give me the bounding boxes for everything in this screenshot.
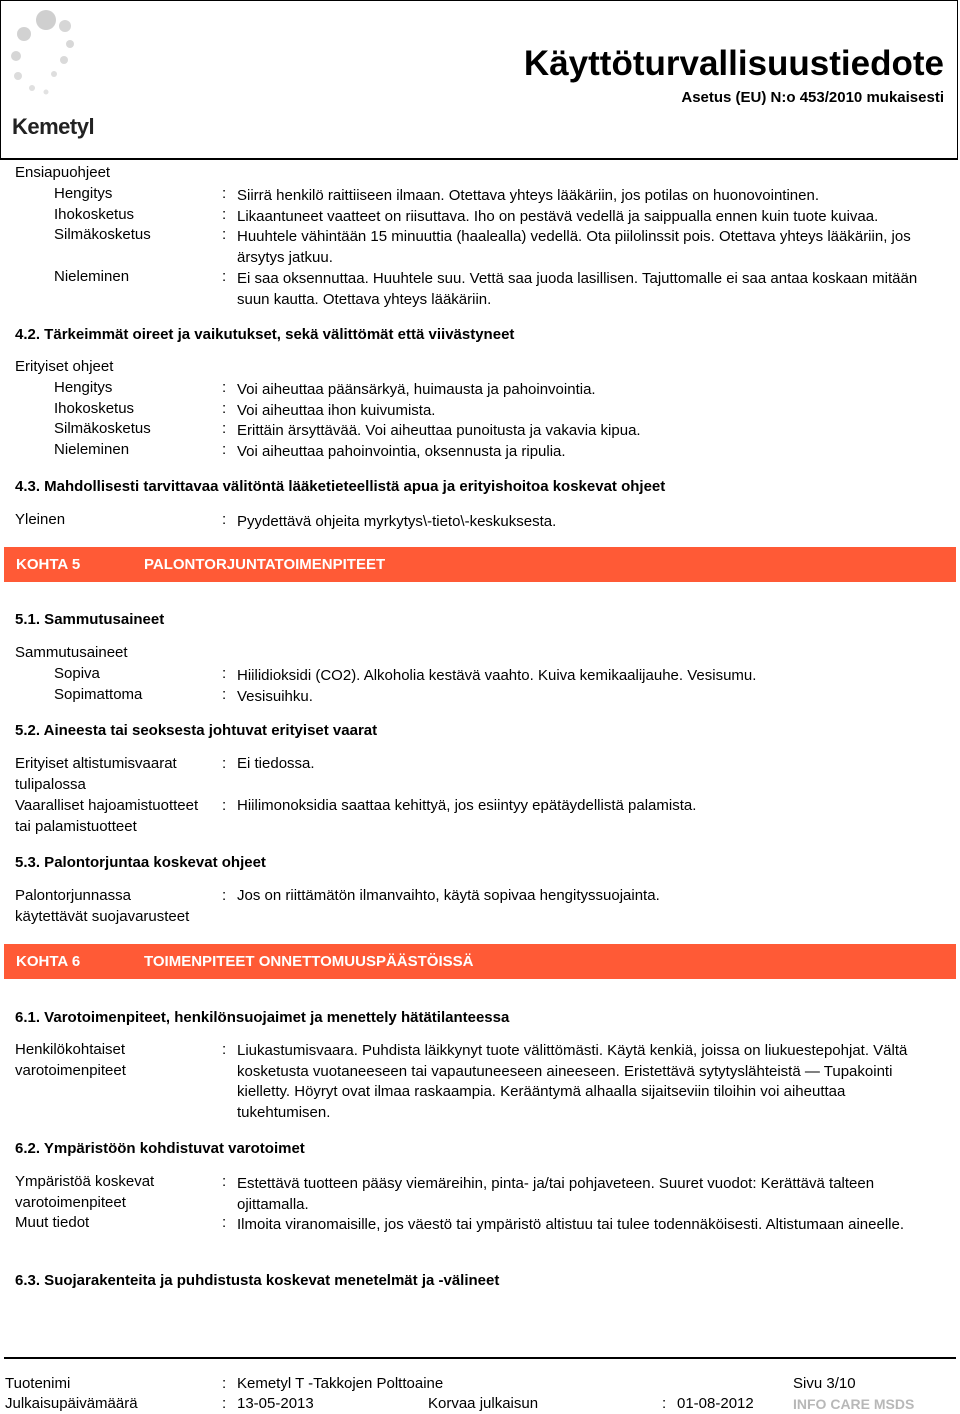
table-row — [0, 665, 960, 685]
row-value: Liukastumisvaara. Puhdista läikkynyt tuote välittömästi. Käytä kenkiä, joissa on liukuestepohjat. Vältä kosketusta vuotaneeseen tai vapautuneeseen aineeseen. Eristettävä sytytyslähteistä — Tupakointi kielletty. Höyryt ovat ilmaa raskaampia. Kerääntymä alhaalla sijaitseviin tiloihin voi aiheuttaa tukehtumisen. — [237, 1042, 908, 1122]
colon: : — [222, 511, 227, 528]
colon: : — [222, 1375, 227, 1392]
row-label: Silmäkosketus — [54, 420, 151, 437]
row-label-cont: käytettävät suojavarusteet — [15, 908, 190, 925]
row-label-cont: tulipalossa — [15, 776, 86, 793]
section-title: TOIMENPITEET ONNETTOMUUSPÄÄSTÖISSÄ — [144, 953, 474, 970]
footer-date-value: 13-05-2013 — [237, 1395, 314, 1412]
colon: : — [222, 686, 227, 703]
row-value: Erittäin ärsyttävää. Voi aiheuttaa punoitusta ja vakavia kipua. — [237, 422, 641, 439]
row-value: Voi aiheuttaa ihon kuivumista. — [237, 402, 436, 419]
row-value: Siirrä henkilö raittiiseen ilmaan. Otettava yhteys lääkäriin, jos potilas on huonovointinen. — [237, 187, 819, 204]
table-row — [0, 185, 960, 205]
section-heading-ensiapuohjeet: Ensiapuohjeet — [15, 164, 111, 181]
logo-text: Kemetyl — [12, 114, 95, 139]
row-label: Sopimattoma — [54, 686, 143, 703]
row-value: Hiilidioksidi (CO2). Alkoholia kestävä vaahto. Kuiva kemikaalijauhe. Vesisumu. — [237, 667, 757, 684]
subsection-title-6-2: 6.2. Ympäristöön kohdistuvat varotoimet — [15, 1140, 305, 1157]
row-label: Ihokosketus — [54, 400, 135, 417]
row-value: Ei saa oksennuttaa. Huuhtele suu. Vettä saa juoda lasillisen. Tajuttomalle ei saa antaa koskaan mitään suun kautta. Otettava yhteys lääkäriin. — [237, 270, 918, 308]
colon: : — [222, 185, 227, 202]
subsection-title-5-3: 5.3. Palontorjuntaa koskevat ohjeet — [15, 854, 266, 871]
section-banner-kohta-5 — [4, 547, 956, 582]
row-label: Erityiset altistumisvaarat — [15, 755, 177, 772]
row-label: Vaaralliset hajoamistuotteet — [15, 797, 199, 814]
table-row — [0, 379, 960, 399]
subsection-title-5-2: 5.2. Aineesta tai seoksesta johtuvat erityiset vaarat — [15, 722, 378, 739]
section-heading-erityiset: Erityiset ohjeet — [15, 358, 114, 375]
row-label: Palontorjunnassa — [15, 887, 131, 904]
colon: : — [222, 755, 227, 772]
subsection-title-5-1: 5.1. Sammutusaineet — [15, 611, 165, 628]
row-value: Ei tiedossa. — [237, 755, 315, 772]
section-number: KOHTA 5 — [16, 556, 81, 573]
footer-page-number: Sivu 3/10 — [793, 1375, 856, 1392]
row-value: Huuhtele vähintään 15 minuuttia (haalealla) vedellä. Ota piilolinssit pois. Otettava yhteys lääkäriin, jos ärsytys jatkuu. — [237, 228, 911, 266]
row-value: Ilmoita viranomaisille, jos väestö tai ympäristö altistuu tai tulee todennäköisesti. Altistumaan aineelle. — [237, 1216, 905, 1233]
footer-brand: INFO CARE MSDS — [793, 1396, 915, 1412]
row-label: Nieleminen — [54, 268, 130, 285]
row-label: Yleinen — [15, 511, 66, 528]
row-label-cont: tai palamistuotteet — [15, 818, 137, 835]
colon: : — [222, 1041, 227, 1058]
row-label-cont: varotoimenpiteet — [15, 1194, 126, 1211]
colon: : — [222, 420, 227, 437]
footer-divider — [4, 1357, 956, 1359]
row-label: Muut tiedot — [15, 1214, 90, 1231]
table-row — [0, 441, 960, 461]
subsection-title-6-3: 6.3. Suojarakenteita ja puhdistusta koskevat menetelmät ja -välineet — [15, 1272, 500, 1289]
table-row — [0, 686, 960, 706]
colon: : — [222, 400, 227, 417]
colon: : — [222, 797, 227, 814]
colon: : — [222, 1214, 227, 1231]
row-label: Silmäkosketus — [54, 226, 151, 243]
colon: : — [222, 1173, 227, 1190]
footer-revised-label: Korvaa julkaisun — [428, 1395, 539, 1412]
subsection-title-6-1: 6.1. Varotoimenpiteet, henkilönsuojaimet ja menettely hätätilanteessa — [15, 1009, 510, 1026]
table-row — [0, 268, 960, 308]
kemetyl-logo-icon — [8, 6, 78, 104]
colon: : — [222, 206, 227, 223]
row-value: Likaantuneet vaatteet on riisuttava. Iho on pestävä vedellä ja saippualla ennen kuin tuote kuivaa. — [237, 208, 879, 225]
colon: : — [222, 226, 227, 243]
row-value: Vesisuihku. — [237, 688, 313, 705]
table-row — [0, 420, 960, 440]
section-banner-kohta-6 — [4, 944, 956, 979]
row-label: Hengitys — [54, 185, 113, 202]
colon: : — [222, 665, 227, 682]
page-title: Käyttöturvallisuustiedote — [523, 44, 944, 83]
colon: : — [662, 1395, 667, 1412]
row-value: Voi aiheuttaa päänsärkyä, huimausta ja pahoinvointia. — [237, 381, 596, 398]
footer-product-label: Tuotenimi — [5, 1375, 71, 1392]
row-label: Hengitys — [54, 379, 113, 396]
colon: : — [222, 379, 227, 396]
page-subtitle: Asetus (EU) N:o 453/2010 mukaisesti — [681, 89, 944, 106]
section-number: KOHTA 6 — [16, 953, 81, 970]
row-value: Estettävä tuotteen pääsy viemäreihin, pinta- ja/tai pohjaveteen. Suuret vuodot: Kerättävä talteen ojittamalla. — [237, 1175, 875, 1213]
row-label: Nieleminen — [54, 441, 130, 458]
table-row — [0, 400, 960, 420]
section-heading-sammutusaineet: Sammutusaineet — [15, 644, 128, 661]
row-label: Sopiva — [54, 665, 100, 682]
row-label: Ihokosketus — [54, 206, 135, 223]
row-value: Pyydettävä ohjeita myrkytys\-tieto\-keskuksesta. — [237, 513, 557, 530]
colon: : — [222, 1395, 227, 1412]
row-label: Ympäristöä koskevat — [15, 1173, 155, 1190]
footer-revised-value: 01-08-2012 — [677, 1395, 754, 1412]
table-row — [0, 511, 960, 531]
colon: : — [222, 268, 227, 285]
table-row — [0, 206, 960, 226]
subsection-title-4-2: 4.2. Tärkeimmät oireet ja vaikutukset, sekä välittömät että viivästyneet — [15, 326, 515, 343]
section-title: PALONTORJUNTATOIMENPITEET — [144, 556, 386, 573]
row-label-cont: varotoimenpiteet — [15, 1062, 126, 1079]
footer-date-label: Julkaisupäivämäärä — [5, 1395, 138, 1412]
row-value: Hiilimonoksidia saattaa kehittyä, jos esiintyy epätäydellistä palamista. — [237, 797, 697, 814]
colon: : — [222, 441, 227, 458]
footer-product-value: Kemetyl T -Takkojen Polttoaine — [237, 1375, 444, 1392]
row-label: Henkilökohtaiset — [15, 1041, 126, 1058]
row-value: Jos on riittämätön ilmanvaihto, käytä sopivaa hengityssuojainta. — [237, 887, 660, 904]
subsection-title-4-3: 4.3. Mahdollisesti tarvittavaa välitöntä lääketieteellistä apua ja erityishoitoa koskevat ohjeet — [15, 478, 666, 495]
row-value: Voi aiheuttaa pahoinvointia, oksennusta ja ripulia. — [237, 443, 566, 460]
colon: : — [222, 887, 227, 904]
table-row — [0, 226, 960, 266]
